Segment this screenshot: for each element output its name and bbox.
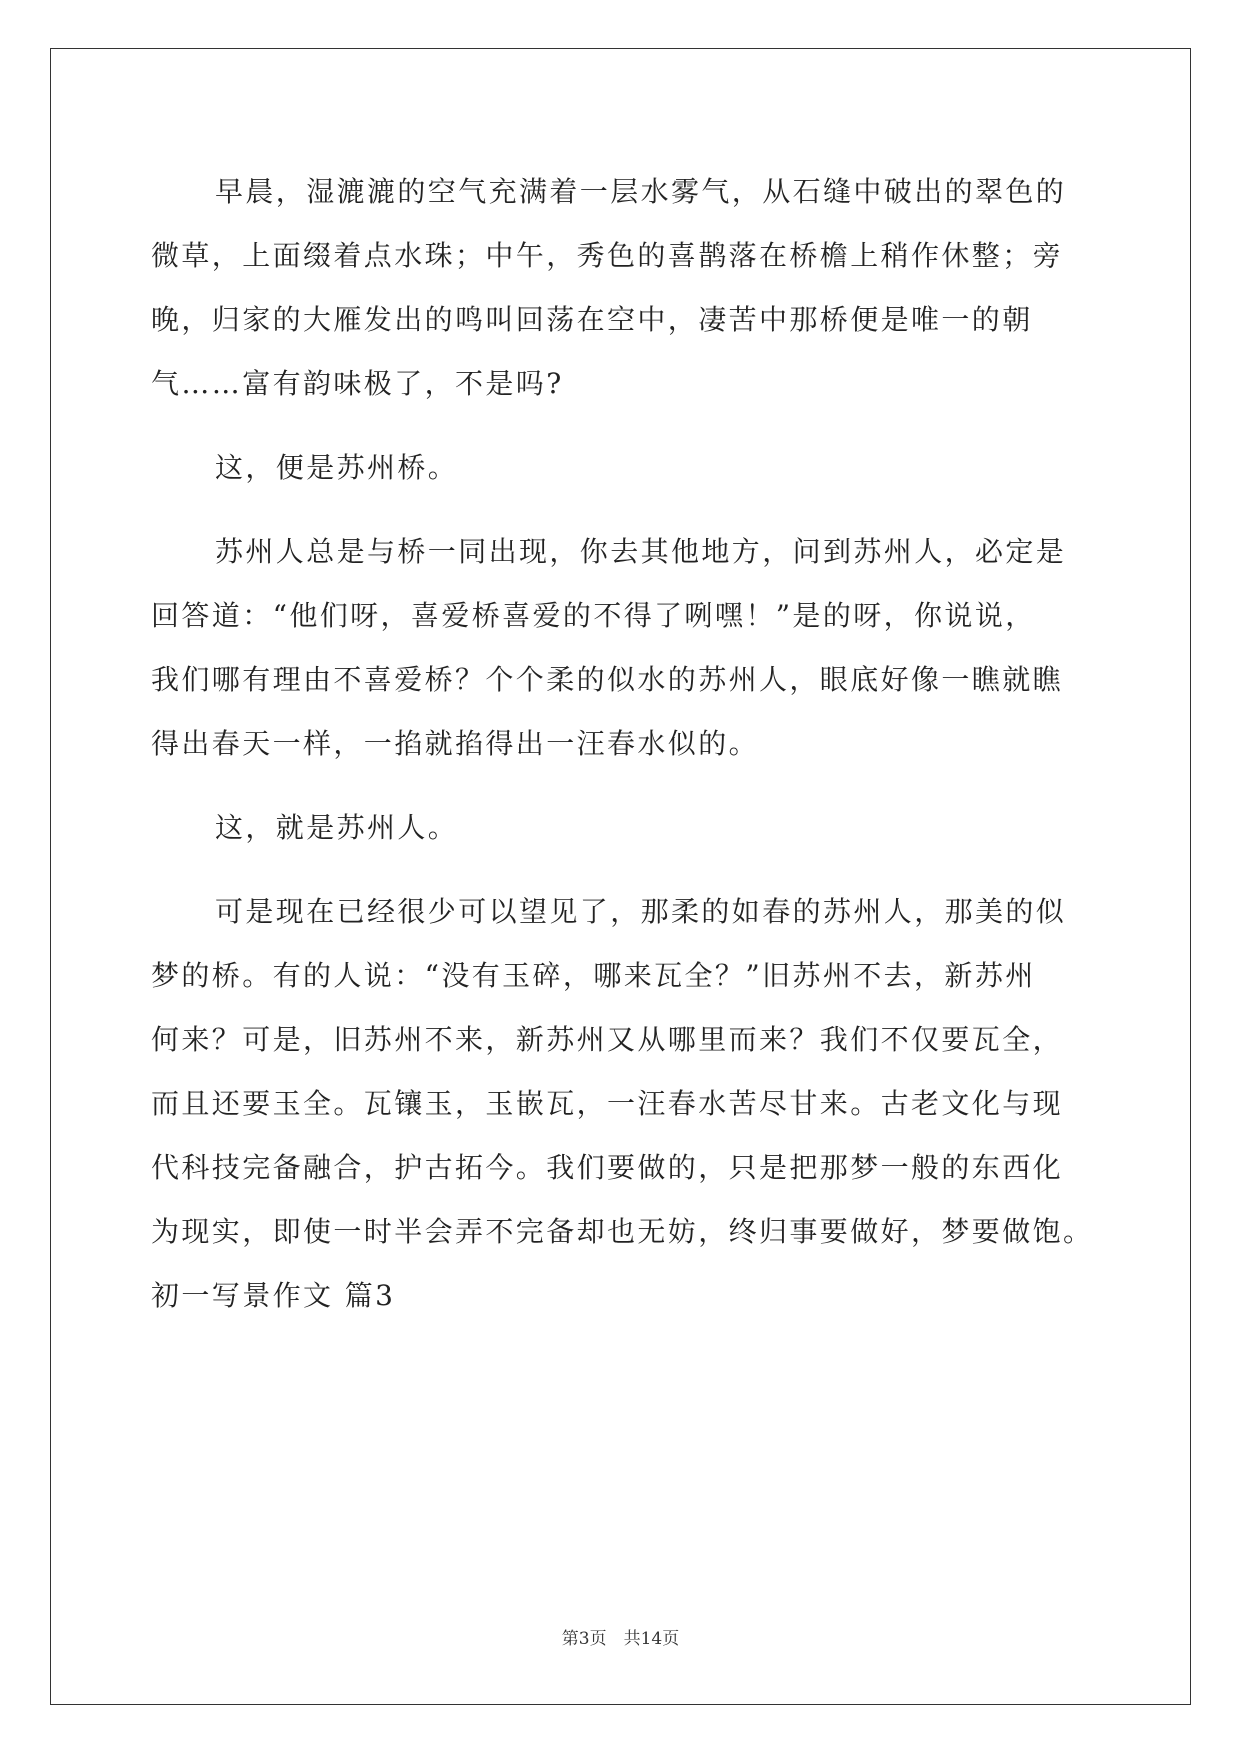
paragraph [151, 520, 1086, 776]
paragraph [151, 796, 1086, 860]
text-line: 为现实，即使一时半会弄不完备却也无妨，终归事要做好，梦要做饱。 [151, 1215, 1094, 1248]
text-line: 早晨，湿漉漉的空气充满着一层水雾气，从石缝中破出的翠色的 [215, 175, 1067, 208]
paragraph [151, 160, 1086, 416]
text-line: 晚，归家的大雁发出的鸣叫回荡在空中，凄苦中那桥便是唯一的朝 [151, 303, 1033, 336]
paragraph [151, 880, 1094, 1264]
text-line: 何来？可是，旧苏州不来，新苏州又从哪里而来？我们不仅要瓦全， [151, 1023, 1064, 1056]
paragraph [151, 436, 1086, 500]
document-body [151, 160, 1094, 1328]
text-line: 可是现在已经很少可以望见了，那柔的如春的苏州人，那美的似 [215, 895, 1067, 928]
text-line: 而且还要玉全。瓦镶玉，玉嵌瓦，一汪春水苦尽甘来。古老文化与现 [151, 1087, 1064, 1120]
text-line: 这，便是苏州桥。 [215, 451, 459, 484]
text-line: 气……富有韵味极了，不是吗? [151, 367, 564, 400]
text-line: 微草，上面缀着点水珠；中午，秀色的喜鹊落在桥檐上稍作休整；旁 [151, 239, 1064, 272]
text-line: 代科技完备融合，护古拓今。我们要做的，只是把那梦一般的东西化 [151, 1151, 1064, 1184]
section-heading: 初一写景作文 篇3 [151, 1279, 396, 1312]
text-line: 回答道：“他们呀，喜爱桥喜爱的不得了咧嘿！”是的呀，你说说， [151, 599, 1036, 632]
text-line: 梦的桥。有的人说：“没有玉碎，哪来瓦全？”旧苏州不去，新苏州 [151, 959, 1036, 992]
text-line: 这，就是苏州人。 [215, 811, 459, 844]
page-number: 第3页 共14页 [561, 1629, 680, 1649]
text-line: 苏州人总是与桥一同出现，你去其他地方，问到苏州人，必定是 [215, 535, 1067, 568]
text-line: 得出春天一样，一掐就掐得出一汪春水似的。 [151, 727, 760, 760]
text-line: 我们哪有理由不喜爱桥？个个柔的似水的苏州人，眼底好像一瞧就瞧 [151, 663, 1064, 696]
